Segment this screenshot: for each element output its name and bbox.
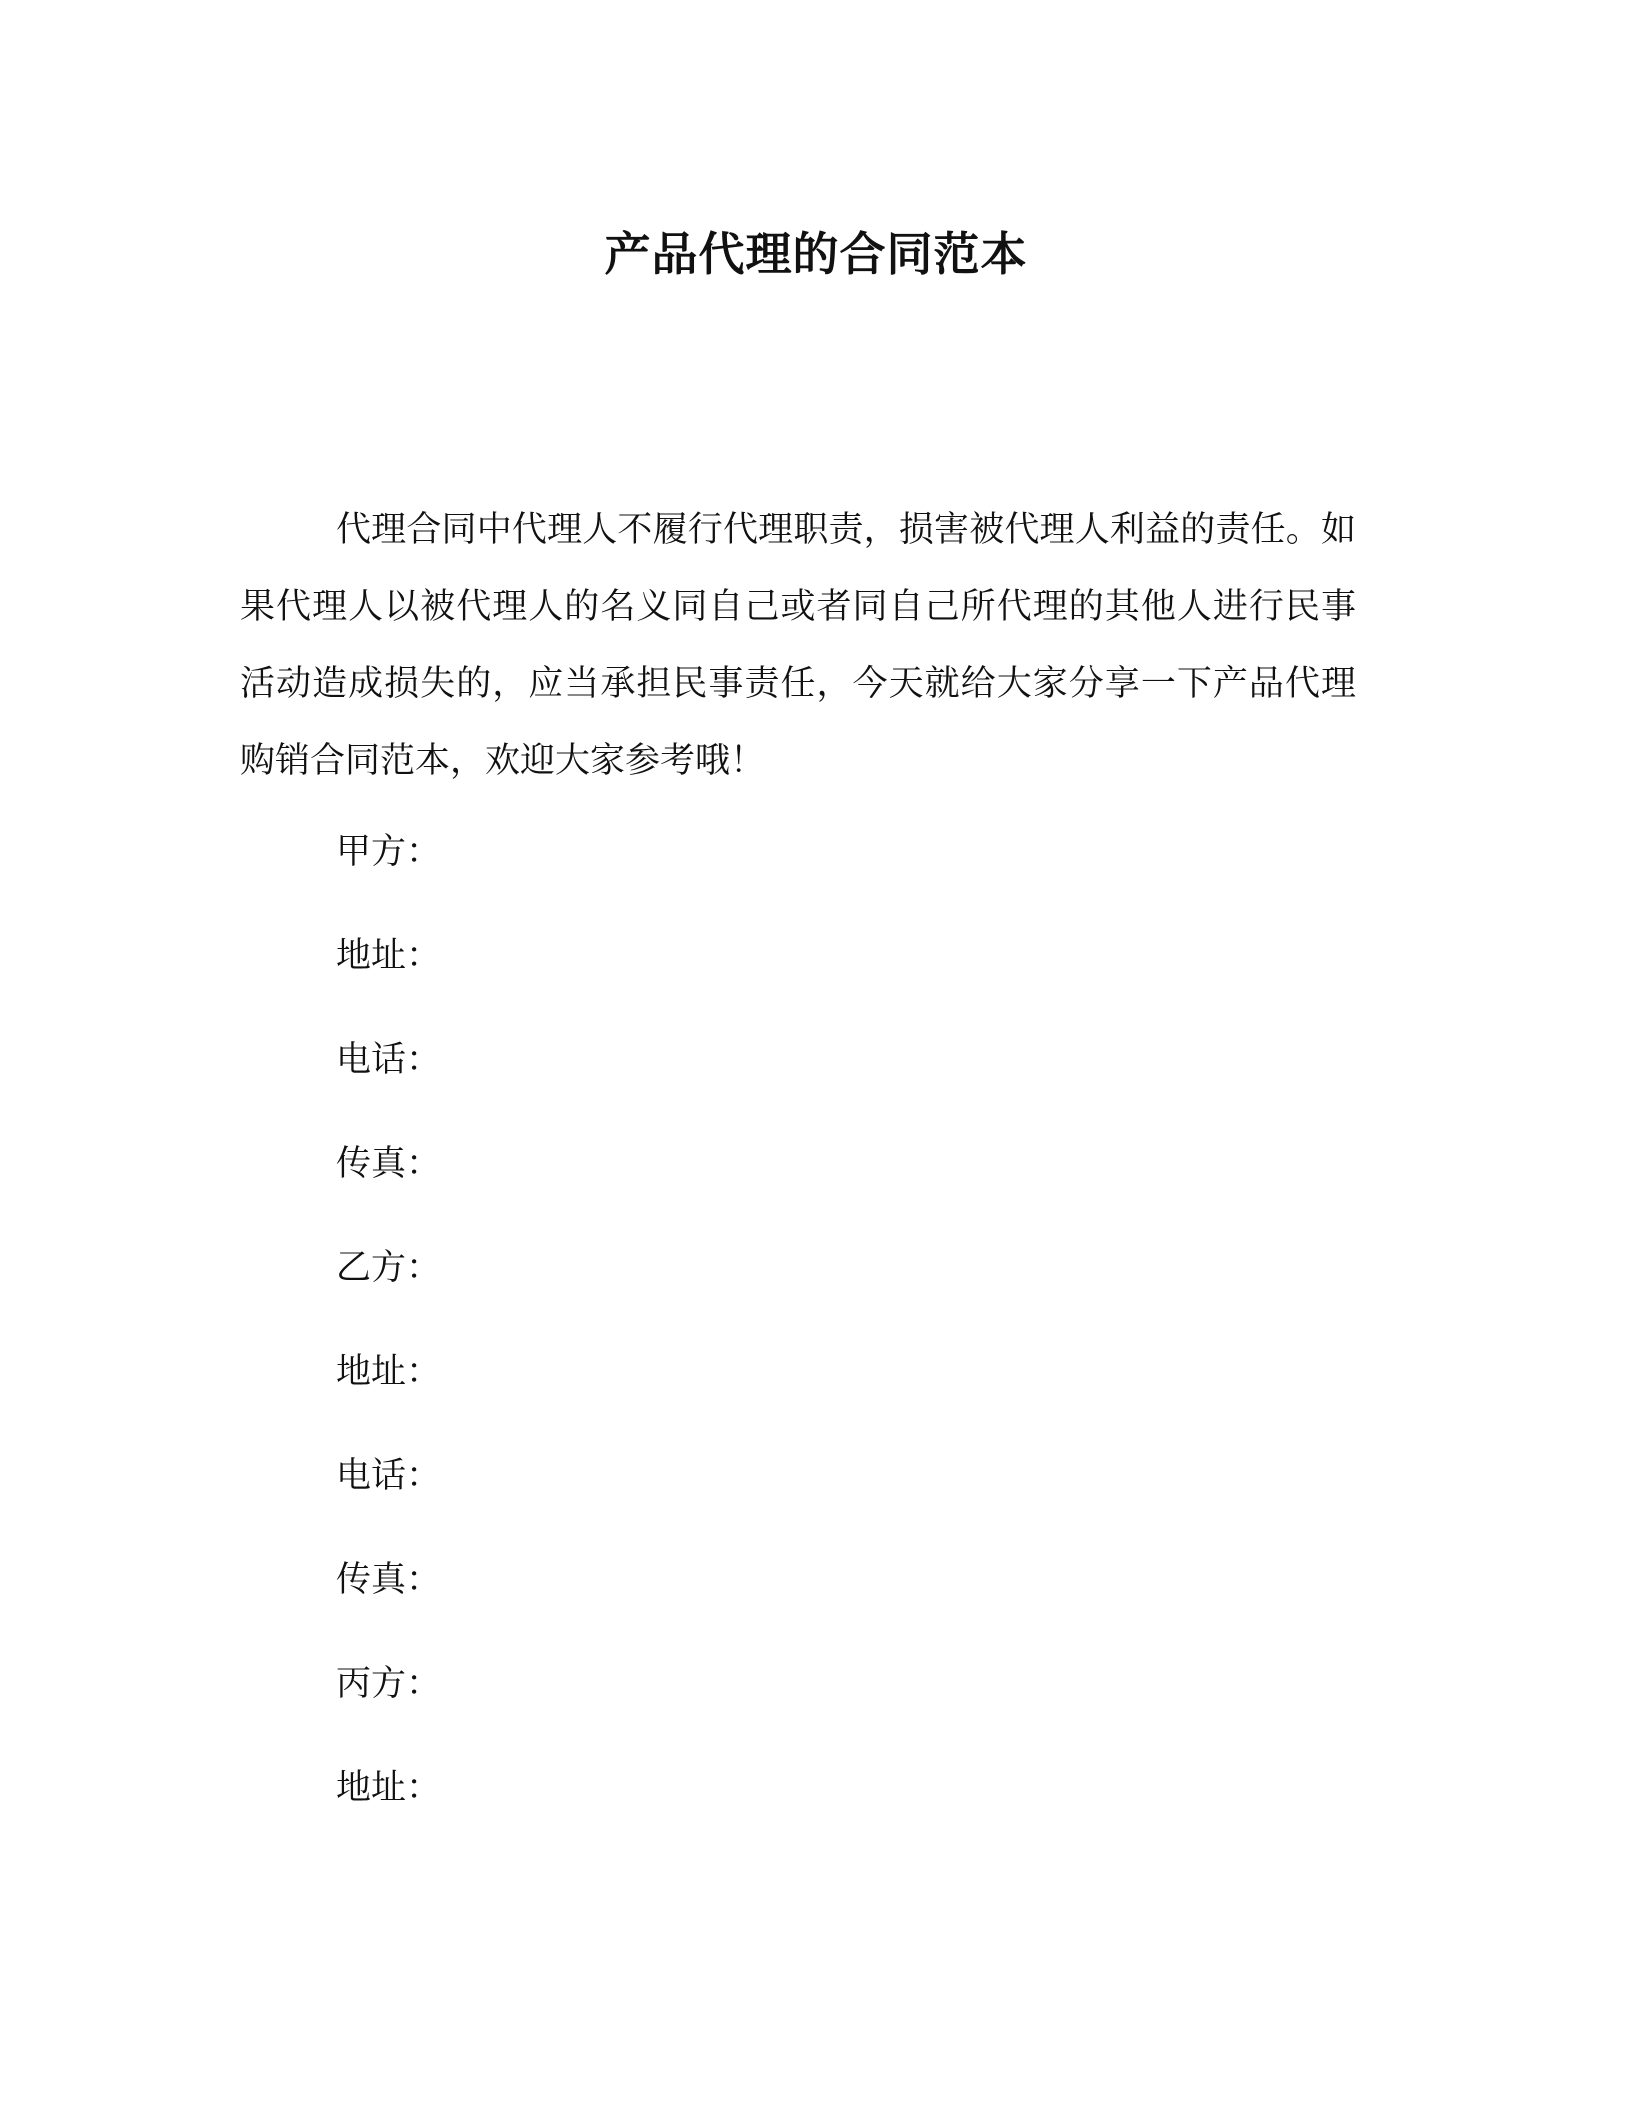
field-address-a: 地址： [336,936,442,976]
field-party-b: 乙方： [336,1248,442,1288]
field-phone-a: 电话： [336,1040,442,1080]
field-fax-b: 传真： [336,1560,442,1600]
field-phone-b: 电话： [336,1456,442,1496]
document-title: 产品代理的合同范本 [604,227,1028,281]
field-address-b: 地址： [336,1352,442,1392]
field-party-a: 甲方： [336,832,442,872]
field-address-c: 地址： [336,1768,442,1808]
intro-paragraph: 代理合同中代理人不履行代理职责，损害被代理人利益的责任。如果代理人以被代理人的名义同自己或者同自己所代理的其他人进行民事活动造成损失的，应当承担民事责任，今天就给大家分享一下产品代理购销合同范本，欢迎大家参考哦！ [240,510,1356,781]
party-fields [336,826,441,1866]
field-party-c: 丙方： [336,1664,442,1704]
field-fax-a: 传真： [336,1144,442,1184]
